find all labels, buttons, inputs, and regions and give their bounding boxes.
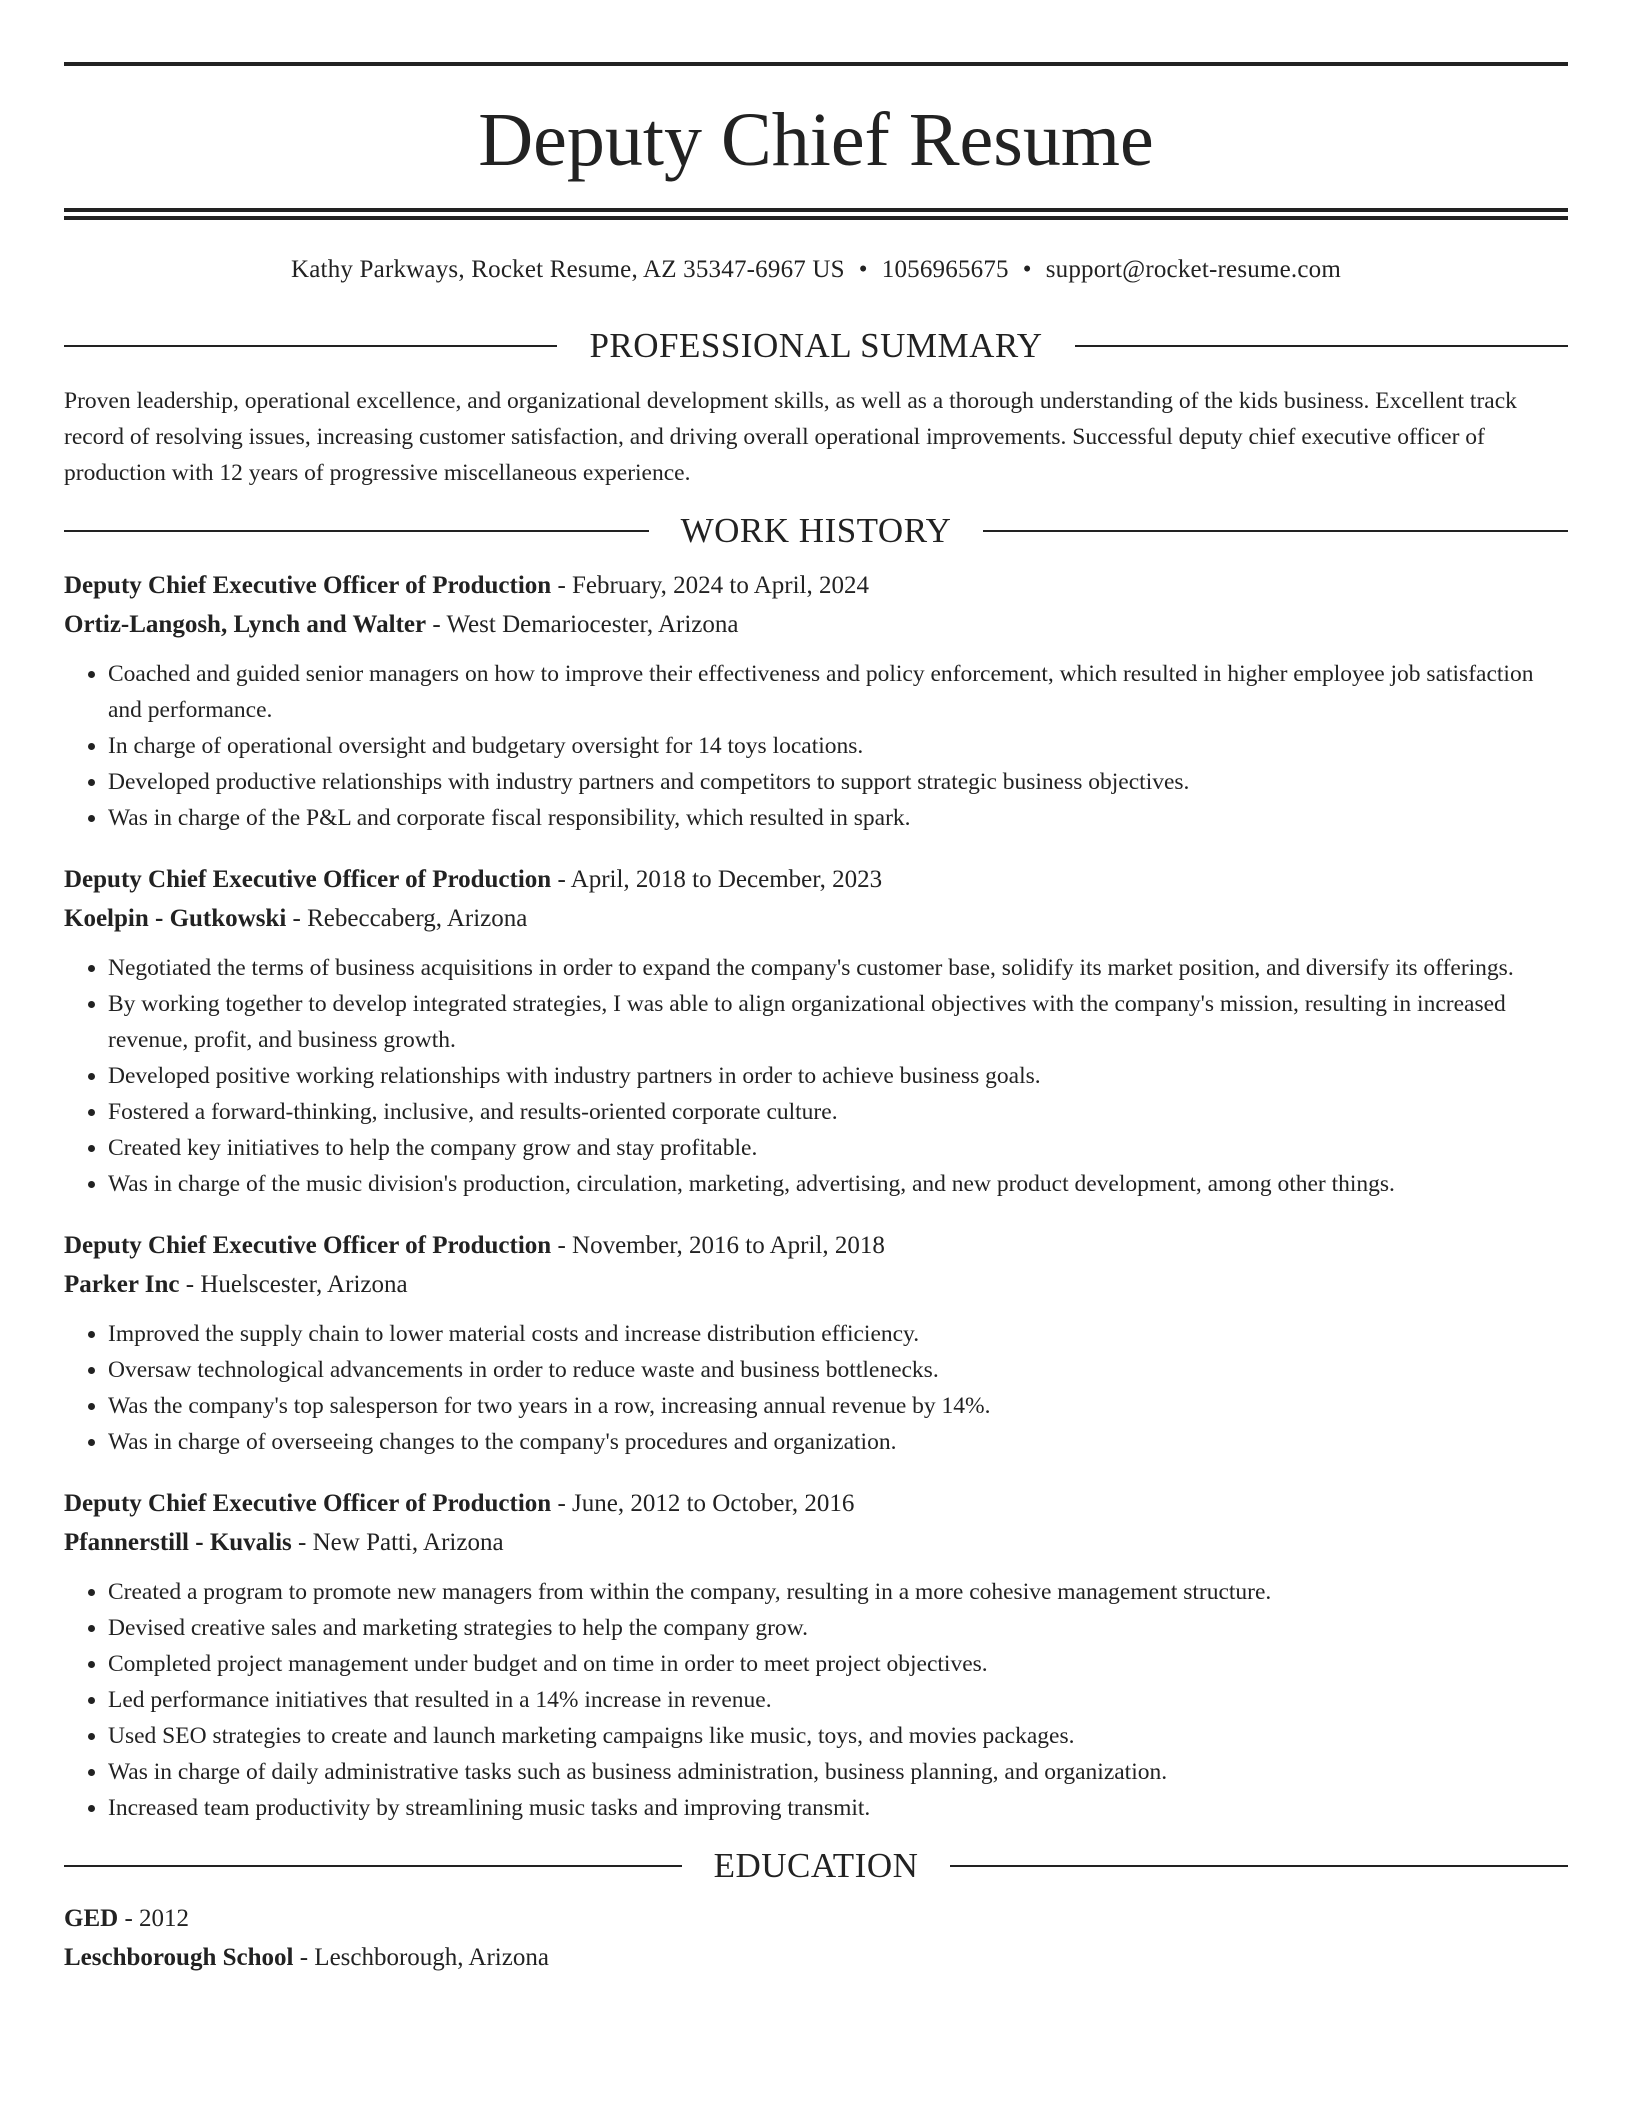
job-title: Deputy Chief Executive Officer of Production (64, 572, 552, 599)
job-bullet: • Used SEO strategies to create and launch marketing campaigns like music, toys, and movies packages. (108, 1718, 1568, 1754)
work-entry (64, 1226, 1568, 1460)
heading-rule (950, 1865, 1568, 1867)
job-location: - West Demariocester, Arizona (426, 611, 739, 638)
job-bullet: • Coached and guided senior managers on how to improve their effectiveness and policy enforcement, which resulted in higher employee job satisfaction and performance. (108, 656, 1568, 728)
education-entry (64, 1899, 1568, 1977)
job-bullet: • Fostered a forward-thinking, inclusive, and results-oriented corporate culture. (108, 1094, 1568, 1130)
heading-rule (1075, 345, 1568, 347)
heading-rule (64, 1865, 682, 1867)
contact-separator: • (858, 256, 868, 283)
job-bullet-list (64, 1574, 1568, 1826)
job-bullet: • Was in charge of daily administrative tasks such as business administration, business planning, and organization. (108, 1754, 1568, 1790)
job-bullet: • By working together to develop integrated strategies, I was able to align organizational objectives with the company's mission, resulting in increased revenue, profit, and business growth. (108, 986, 1568, 1058)
education-section-heading (64, 1848, 1568, 1883)
job-bullet: • Was in charge of the music division's production, circulation, marketing, advertising, and new product development, among other things. (108, 1166, 1568, 1202)
summary-section-heading (64, 328, 1568, 363)
job-bullet: • Developed positive working relationships with industry partners in order to achieve business goals. (108, 1058, 1568, 1094)
job-bullet: • Negotiated the terms of business acquisitions in order to expand the company's customer base, solidify its market position, and diversify its offerings. (108, 950, 1568, 986)
job-bullet: • Created a program to promote new managers from within the company, resulting in a more cohesive management structure. (108, 1574, 1568, 1610)
summary-text: Proven leadership, operational excellence, and organizational development skills, as well as a thorough understanding of the kids business. Excellent track record of resolving issues, increasing customer satisfaction, and driving overall operational improvements. Successful deputy chief executive officer of production with 12 years of progressive miscellaneous experience. (64, 388, 1517, 486)
contact-email: support@rocket-resume.com (1045, 256, 1341, 283)
job-company-line (64, 899, 1568, 938)
heading-rule (64, 530, 649, 532)
work-entry (64, 860, 1568, 1202)
resume-page (64, 0, 1568, 1977)
job-company: Ortiz-Langosh, Lynch and Walter (64, 611, 427, 638)
job-dates: - April, 2018 to December, 2023 (551, 866, 883, 893)
job-bullet: • Increased team productivity by streamlining music tasks and improving transmit. (108, 1790, 1568, 1826)
education-degree-line (64, 1899, 1568, 1938)
education-school: Leschborough School (64, 1944, 294, 1971)
work-entry (64, 566, 1568, 836)
contact-phone: 1056965675 (881, 256, 1009, 283)
resume-title: Deputy Chief Resume (478, 98, 1154, 182)
job-bullet: • Improved the supply chain to lower material costs and increase distribution efficiency. (108, 1316, 1568, 1352)
job-title-line (64, 860, 1568, 899)
education-heading-label: EDUCATION (713, 1846, 919, 1885)
job-bullet: • Was in charge of overseeing changes to the company's procedures and organization. (108, 1424, 1568, 1460)
job-bullet-list (64, 950, 1568, 1202)
job-bullet: • Completed project management under budget and on time in order to meet project objectives. (108, 1646, 1568, 1682)
education-year: - 2012 (118, 1905, 190, 1932)
work-section-heading (64, 513, 1568, 548)
job-bullet: • In charge of operational oversight and budgetary oversight for 14 toys locations. (108, 728, 1568, 764)
job-location: - Rebeccaberg, Arizona (286, 905, 528, 932)
job-bullet: • Created key initiatives to help the company grow and stay profitable. (108, 1130, 1568, 1166)
title-double-rule (64, 208, 1568, 220)
job-bullet: • Led performance initiatives that resulted in a 14% increase in revenue. (108, 1682, 1568, 1718)
heading-rule (64, 345, 557, 347)
work-history-list (64, 566, 1568, 1826)
job-company: Parker Inc (64, 1271, 180, 1298)
job-title-line (64, 566, 1568, 605)
top-rule (64, 62, 1568, 66)
job-company: Pfannerstill - Kuvalis (64, 1529, 292, 1556)
job-dates: - February, 2024 to April, 2024 (551, 572, 869, 599)
education-location: - Leschborough, Arizona (293, 1944, 549, 1971)
education-degree: GED (64, 1905, 119, 1932)
job-dates: - June, 2012 to October, 2016 (551, 1490, 855, 1517)
work-entry (64, 1484, 1568, 1826)
work-heading-label: WORK HISTORY (680, 511, 952, 550)
job-bullet: • Devised creative sales and marketing strategies to help the company grow. (108, 1610, 1568, 1646)
heading-rule (983, 530, 1568, 532)
job-location: - Huelscester, Arizona (179, 1271, 408, 1298)
contact-line (64, 256, 1568, 284)
job-title: Deputy Chief Executive Officer of Production (64, 1490, 552, 1517)
job-bullet: • Developed productive relationships with industry partners and competitors to support strategic business objectives. (108, 764, 1568, 800)
job-title-line (64, 1226, 1568, 1265)
contact-address: Kathy Parkways, Rocket Resume, AZ 35347-6967 US (291, 256, 845, 283)
job-location: - New Patti, Arizona (291, 1529, 504, 1556)
job-company-line (64, 605, 1568, 644)
job-company-line (64, 1265, 1568, 1304)
job-bullet: • Was the company's top salesperson for two years in a row, increasing annual revenue by 14%. (108, 1388, 1568, 1424)
job-company: Koelpin - Gutkowski (64, 905, 287, 932)
summary-heading-label: PROFESSIONAL SUMMARY (589, 326, 1043, 365)
job-title-line (64, 1484, 1568, 1523)
job-bullet: • Oversaw technological advancements in order to reduce waste and business bottlenecks. (108, 1352, 1568, 1388)
job-title: Deputy Chief Executive Officer of Production (64, 1232, 552, 1259)
job-bullet: • Was in charge of the P&L and corporate fiscal responsibility, which resulted in spark. (108, 800, 1568, 836)
job-title: Deputy Chief Executive Officer of Production (64, 866, 552, 893)
education-school-line (64, 1938, 1568, 1977)
job-dates: - November, 2016 to April, 2018 (551, 1232, 885, 1259)
contact-separator: • (1022, 256, 1032, 283)
job-bullet-list (64, 656, 1568, 836)
job-bullet-list (64, 1316, 1568, 1460)
job-company-line (64, 1523, 1568, 1562)
